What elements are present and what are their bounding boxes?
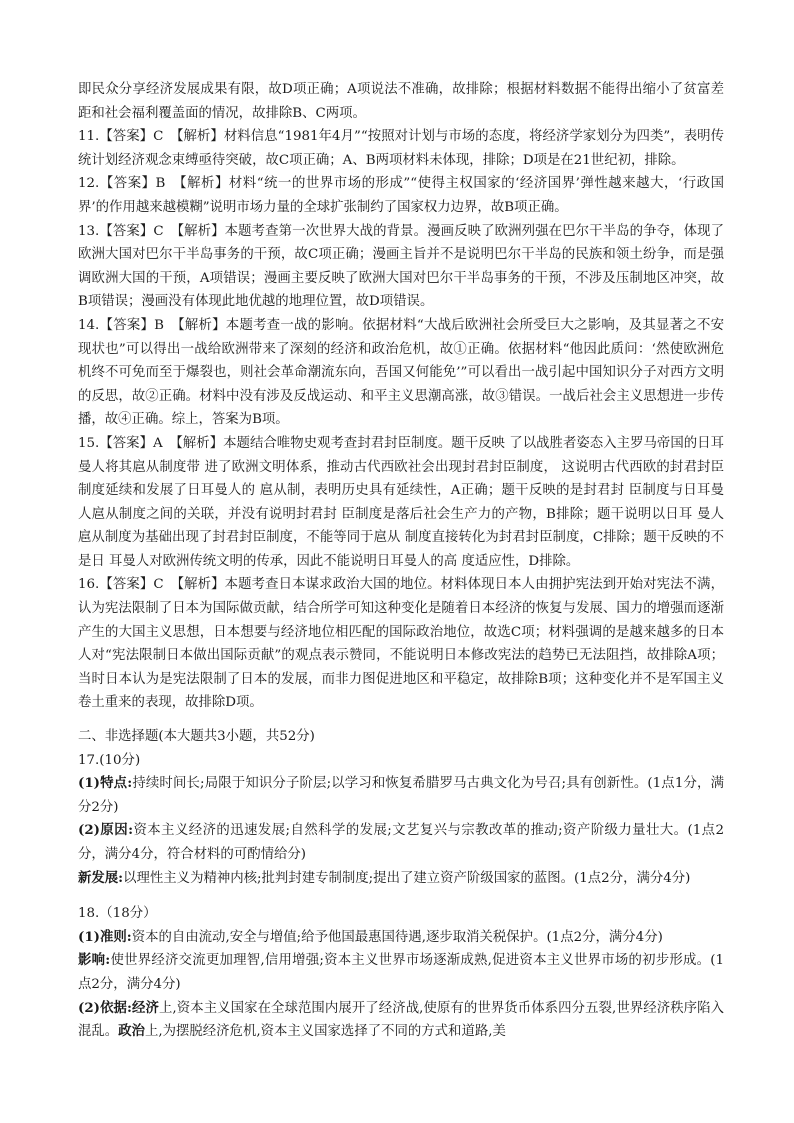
answer-14: 14.【答案】B 【解析】本题考查一战的影响。依据材料“大战后欧洲社会所受巨大之影响，及其显著之不安现状也”可以得出一战给欧洲带来了深刻的经济和政治危机，故①正确。依据材料“他因此质问：‘然使欧洲危机终不可免而至于爆裂也，则社会革命潮流东向，吾国又何能免’”可以看出一战引起中国知识分子对西方文明的反思，故②正确。材料中没有涉及反战运动、和平主义思潮高涨，故③错误。一战后社会主义思想进一步传播，故④正确。综上，答案为B项。 (78, 317, 724, 428)
q18-part3-politics-label: 政治 (118, 1023, 145, 1040)
q18-part3-economy-text: 上,资本主义国家在全球范围内展开了经济战,使原有的世界货币体系四分五裂,世界经济秩序陷入混乱。 (78, 1000, 725, 1040)
q17-part2 (78, 819, 724, 866)
q18-part1-label: (1)准则: (78, 928, 132, 945)
question-17 (78, 749, 724, 891)
q17-part1-label: (1)特点: (78, 775, 133, 792)
q18-part3-politics-text: 上,为摆脱经济危机,资本主义国家选择了不同的方式和道路,美 (144, 1024, 506, 1040)
answer-13: 13.【答案】C 【解析】本题考查第一次世界大战的背景。漫画反映了欧洲列强在巴尔干半岛的争夺，体现了欧洲大国对巴尔干半岛事务的干预，故C项正确；漫画主旨并不是说明巴尔干半岛的民族和领土纷争，而是强调欧洲大国的干预，A项错误；漫画主要反映了欧洲大国对巴尔干半岛事务的干预，不涉及压制地区冲突，故B项错误；漫画没有体现此地优越的地理位置，故D项错误。 (78, 223, 724, 310)
q18-part3-label: (2)依据: (78, 999, 132, 1016)
q17-part2-label: (2)原因: (78, 822, 134, 839)
q17-part2-text: 资本主义经济的迅速发展;自然科学的发展;文艺复兴与宗教改革的推动;资产阶级力量壮大。(1点2分，满分4分，符合材料的可酌情给分) (78, 823, 725, 862)
q18-heading: 18.（18分） (78, 906, 157, 922)
q18-part3 (78, 997, 724, 1044)
q17-part1 (78, 772, 724, 819)
answer-12: 12.【答案】B 【解析】材料“统一的世界市场的形成”“使得主权国家的‘经济国界’弹性越来越大，‘行政国界’的作用越来越模糊”说明市场力量的全球扩张制约了国家权力边界，故B项正确。 (78, 176, 724, 215)
section-title: 二、非选择题(本大题共3小题，共52分) (78, 729, 315, 745)
q18-part2-text: 使世界经济交流更加理智,信用增强;资本主义世界市场逐渐成熟,促进资本主义世界市场的初步形成。(1点2分，满分4分) (78, 953, 724, 992)
q18-part1 (78, 926, 724, 950)
q17-heading: 17.(10分) (78, 752, 141, 768)
q18-part3-economy-label: 经济 (131, 999, 159, 1016)
q17-part3 (78, 867, 724, 891)
q17-part1-text: 持续时间长;局限于知识分子阶层;以学习和恢复希腊罗马古典文化为号召;具有创新性。(1点1分，满分2分) (78, 776, 724, 815)
answer-11: 11.【答案】C 【解析】材料信息“1981年4月”“按照对计划与市场的态度，将经济学家划分为四类”，表明传统计划经济观念束缚亟待突破，故C项正确；A、B两项材料未体现，排除；D项是在21世纪初，排除。 (78, 129, 724, 168)
answer-10-tail: 即民众分享经济发展成果有限，故D项正确；A项说法不准确，故排除；根据材料数据不能得出缩小了贫富差距和社会福利覆盖面的情况，故排除B、C两项。 (78, 82, 724, 121)
answer-16: 16.【答案】C 【解析】本题考查日本谋求政治大国的地位。材料体现日本人由拥护宪法到开始对宪法不满，认为宪法限制了日本为国际做贡献，结合所学可知这种变化是随着日本经济的恢复与发展、国力的增强而逐渐产生的大国主义思想，日本想要与经济地位相匹配的国际政治地位，故选C项；材料强调的是越来越多的日本人对“宪法限制日本做出国际贡献”的观点表示赞同，不能说明日本修改宪法的趋势已无法阻挡，故排除A项；当时日本认为是宪法限制了日本的发展，而非力图促进地区和平稳定，故排除B项；这种变化并不是军国主义卷土重来的表现，故排除D项。 (78, 577, 724, 711)
answer-15: 15.【答案】A 【解析】本题结合唯物史观考查封君封臣制度。题干反映 了以战胜者姿态入主罗马帝国的日耳曼人将其扈从制度带 进了欧洲文明体系，推动古代西欧社会出现封君封臣制度， 这说明古代西欧的封君封臣制度延续和发展了日耳曼人的 扈从制，表明历史具有延续性，A正确；题干反映的是封君封 臣制度与日耳曼人扈从制度之间的关联，并没有说明封君封 臣制度是落后社会生产力的产物，B排除；题干说明以日耳 曼人扈从制度为基础出现了封君封臣制度，不能等同于扈从 制度直接转化为封君封臣制度，C排除；题干反映的不是日 耳曼人对欧洲传统文明的传承，因此不能说明日耳曼人的高 度适应性，D排除。 (78, 435, 724, 569)
q18-part2 (78, 949, 724, 996)
q18-part2-label: 影响: (78, 952, 111, 969)
question-18 (78, 902, 724, 1044)
q17-part3-text: 以理性主义为精神内核;批判封建专制制度;提出了建立资产阶级国家的蓝图。(1点2分，满分4分) (123, 870, 691, 886)
q18-part1-text: 资本的自由流动,安全与增值;给予他国最惠国待遇,逐步取消关税保护。(1点2分，满分4分) (131, 929, 663, 945)
q17-part3-label: 新发展: (78, 869, 124, 886)
